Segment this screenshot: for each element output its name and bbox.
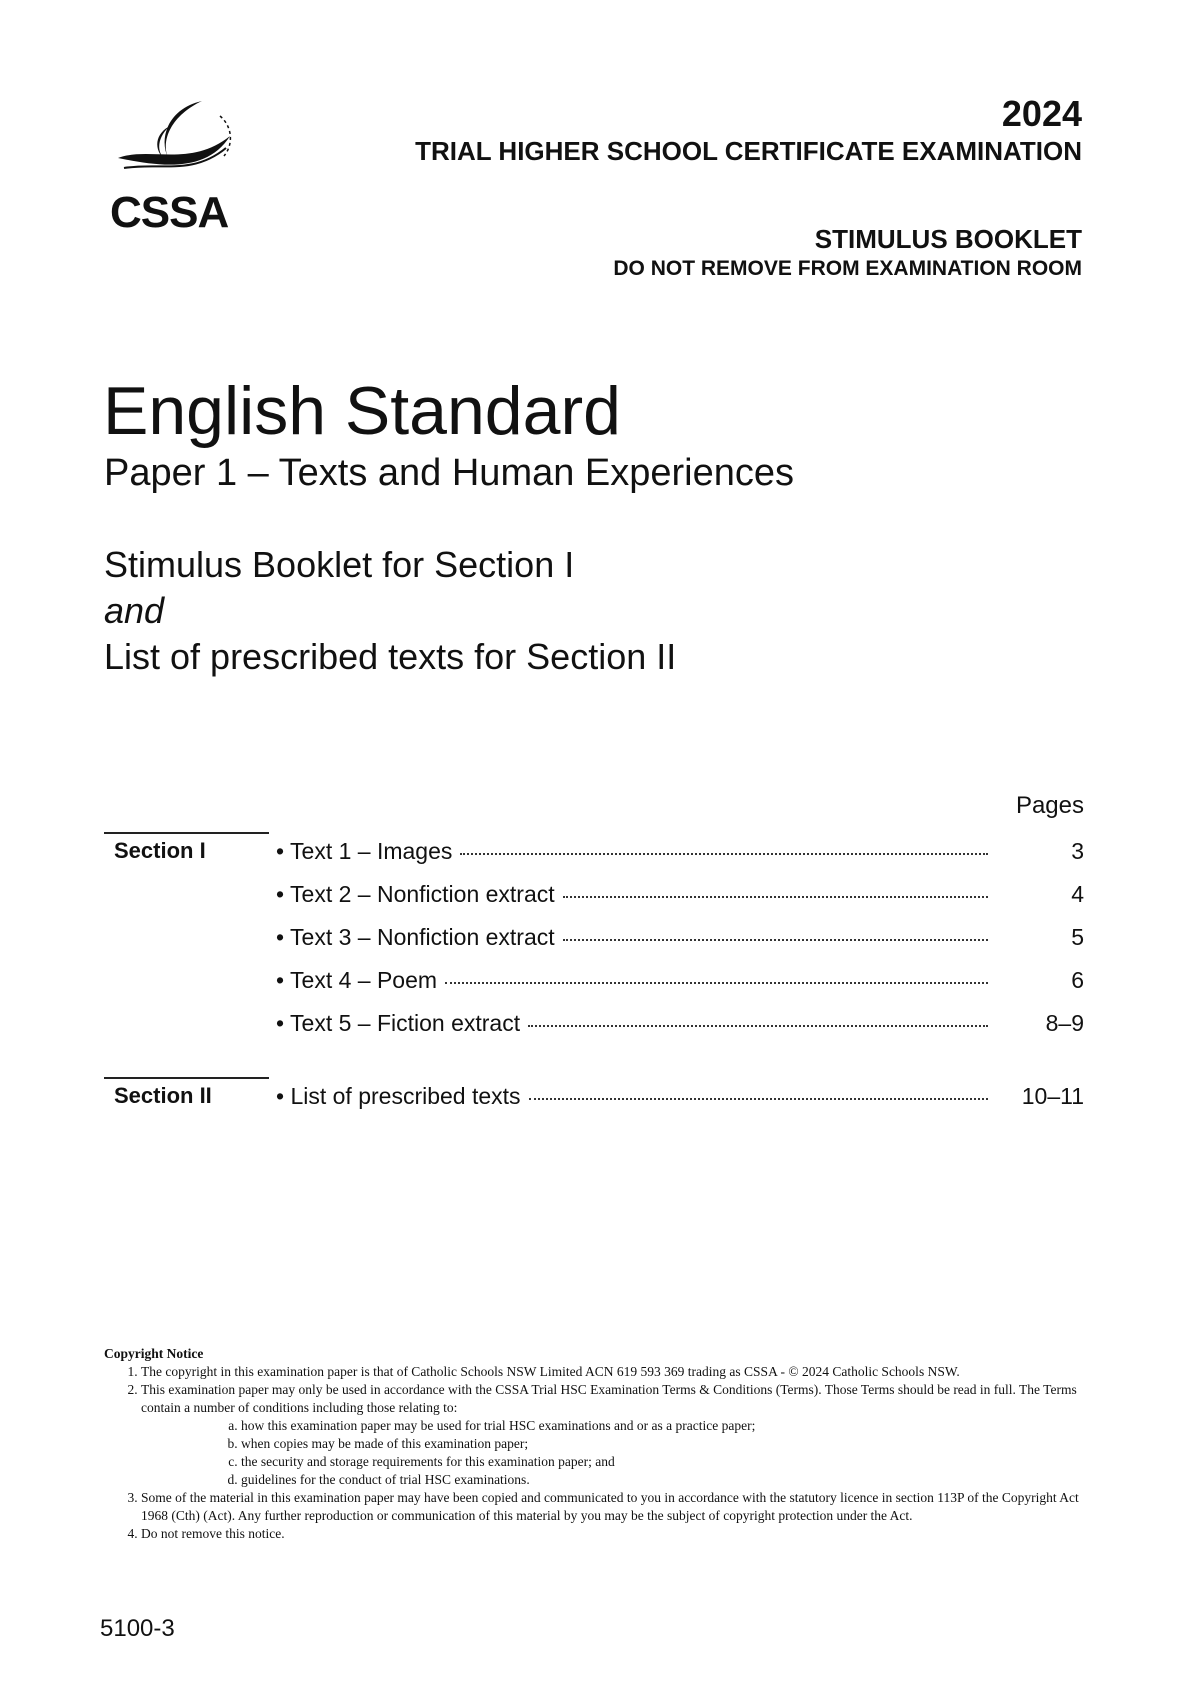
toc-item-label: • List of prescribed texts — [276, 1083, 521, 1109]
toc-item-label: • Text 3 – Nonfiction extract — [276, 924, 555, 950]
booklet-line-and: and — [104, 590, 165, 631]
paper-subtitle: Paper 1 – Texts and Human Experiences — [104, 452, 795, 494]
toc-row — [276, 967, 1084, 994]
section-1-label: Section I — [104, 832, 269, 864]
toc-leader — [563, 939, 988, 941]
toc-item-page: 10–11 — [1021, 1083, 1084, 1109]
section-2-label: Section II — [104, 1077, 269, 1109]
copyright-item: 1. The copyright in this examination paper is that of Catholic Schools NSW Limited ACN 619 593 369 trading as CSSA - © 2024 Catholic Schools NSW. — [141, 1363, 1094, 1381]
toc-row — [276, 1083, 1084, 1110]
toc-item-page: 8–9 — [1045, 1010, 1084, 1036]
paper-code: 5100-3 — [100, 1615, 175, 1642]
exam-year: 2024 — [1001, 93, 1082, 134]
toc-leader — [460, 853, 988, 855]
copyright-item: 4. Do not remove this notice. — [141, 1525, 1094, 1543]
copyright-title: Copyright Notice — [104, 1346, 204, 1361]
copyright-subitem: b. when copies may be made of this examination paper; — [241, 1435, 1094, 1453]
booklet-line-1: Stimulus Booklet for Section I — [104, 544, 575, 585]
toc-leader — [529, 1098, 988, 1100]
toc-row — [276, 838, 1084, 865]
toc-item-page: 5 — [1071, 924, 1084, 950]
toc-item-label: • Text 5 – Fiction extract — [276, 1010, 521, 1036]
copyright-list — [104, 1363, 1094, 1543]
booklet-line-2: List of prescribed texts for Section II — [104, 636, 677, 677]
exam-title: TRIAL HIGHER SCHOOL CERTIFICATE EXAMINATION — [415, 136, 1082, 166]
room-warning: DO NOT REMOVE FROM EXAMINATION ROOM — [613, 257, 1082, 280]
toc-leader — [445, 982, 988, 984]
logo-text: CSSA — [110, 188, 229, 237]
copyright-item — [141, 1381, 1094, 1489]
toc-item-page: 3 — [1071, 838, 1084, 864]
toc-item-label: • Text 4 – Poem — [276, 967, 438, 993]
copyright-subitem: a. how this examination paper may be used for trial HSC examinations and or as a practice paper; — [241, 1417, 1094, 1435]
booklet-label: STIMULUS BOOKLET — [814, 224, 1082, 254]
page-title: English Standard — [103, 373, 621, 449]
pages-header: Pages — [1015, 792, 1084, 819]
toc-item-label: • Text 2 – Nonfiction extract — [276, 881, 555, 907]
toc-item-label: • Text 1 – Images — [276, 838, 453, 864]
copyright-subitem: c. the security and storage requirements for this examination paper; and — [241, 1453, 1094, 1471]
toc-leader — [563, 896, 988, 898]
toc-row — [276, 924, 1084, 951]
toc-row — [276, 881, 1084, 908]
toc-leader — [528, 1025, 988, 1027]
toc-item-page: 4 — [1071, 881, 1084, 907]
copyright-notice — [104, 1345, 1094, 1543]
copyright-sublist — [141, 1417, 1094, 1489]
copyright-subitem: d. guidelines for the conduct of trial HSC examinations. — [241, 1471, 1094, 1489]
toc-row — [276, 1010, 1084, 1037]
copyright-item-text: This examination paper may only be used in accordance with the CSSA Trial HSC Examination Terms & Conditions (Terms). Those Terms should be read in full. The Terms contain a number of conditions including those relating to: — [141, 1382, 1077, 1415]
copyright-item: 3. Some of the material in this examination paper may have been copied and communicated to you in accordance with the statutory licence in section 113P of the Copyright Act 1968 (Cth) (Act). Any further reproduction or communication of this material by you may be the subject of copyright protection under the Act. — [141, 1489, 1094, 1525]
toc-item-page: 6 — [1071, 967, 1084, 993]
